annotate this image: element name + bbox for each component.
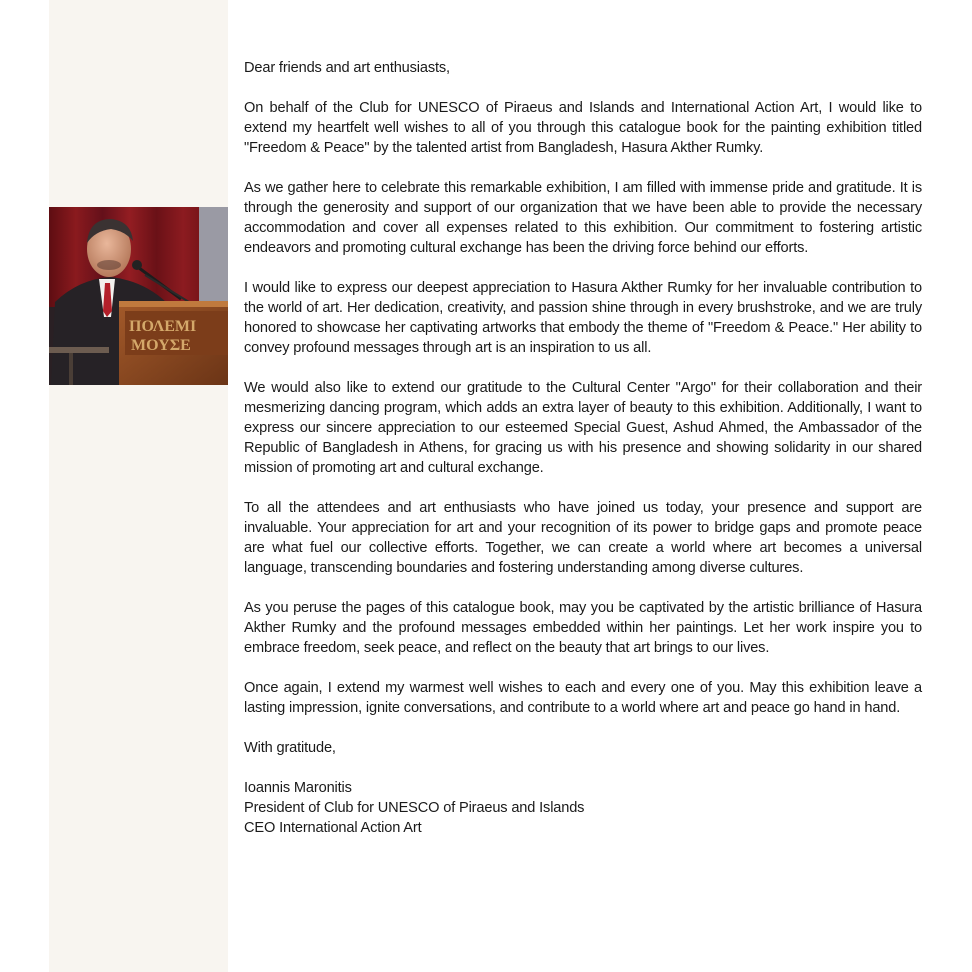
letter-paragraph: I would like to express our deepest appreciation to Hasura Akther Rumky for her invaluable contribution to the world of art. Her dedication, creativity, and passion shine through in every brushstroke, and we are truly honored to showcase her captivating artworks that embody the theme of "Freedom & Peace." Her ability to convey profound messages through art is an inspiration to us all.: [244, 280, 922, 356]
side-column: [49, 0, 228, 972]
signature-block: [244, 778, 922, 838]
letter-paragraph: We would also like to extend our gratitude to the Cultural Center "Argo" for their collaboration and their mesmerizing dancing program, which adds an extra layer of beauty to this exhibition. Additionally, I want to express our sincere appreciation to our esteemed Special Guest, Ashud Ahmed, the Ambassador of the Republic of Bangladesh in Athens, for gracing us with his presence and showing solidarity in our shared mission of promoting art and cultural exchange.: [244, 380, 922, 476]
speaker-photo: [49, 207, 228, 385]
signer-name: Ioannis Maronitis: [244, 780, 352, 796]
podium-text-1: ΠΟΛΕΜΙ: [129, 318, 197, 335]
letter-salutation: Dear friends and art enthusiasts,: [244, 60, 450, 76]
signer-title-1: President of Club for UNESCO of Piraeus and Islands: [244, 800, 585, 816]
podium-text-2: ΜΟΥΣΕ: [131, 337, 191, 354]
letter-body: [244, 58, 922, 838]
signer-title-2: CEO International Action Art: [244, 820, 422, 836]
letter-closing: With gratitude,: [244, 740, 336, 756]
letter-paragraph: As we gather here to celebrate this remarkable exhibition, I am filled with immense pride and gratitude. It is through the generosity and support of our organization that we have been able to provide the necessary accommodation and cover all expenses related to this exhibition. Our commitment to fostering artistic endeavors and promoting cultural exchange has been the driving force behind our efforts.: [244, 180, 922, 256]
letter-paragraph: On behalf of the Club for UNESCO of Piraeus and Islands and International Action Art, I would like to extend my heartfelt well wishes to all of you through this catalogue book for the painting exhibition titled "Freedom & Peace" by the talented artist from Bangladesh, Hasura Akther Rumky.: [244, 100, 922, 156]
letter-paragraph: As you peruse the pages of this catalogue book, may you be captivated by the artistic brilliance of Hasura Akther Rumky and the profound messages embedded within her paintings. Let her work inspire you to embrace freedom, seek peace, and reflect on the beauty that art brings to our lives.: [244, 600, 922, 656]
letter-paragraph: Once again, I extend my warmest well wishes to each and every one of you. May this exhibition leave a lasting impression, ignite conversations, and contribute to a world where art and peace go hand in hand.: [244, 680, 922, 716]
letter-paragraph: To all the attendees and art enthusiasts who have joined us today, your presence and support are invaluable. Your appreciation for art and your recognition of its power to bridge gaps and promote peace are what fuel our collective efforts. Together, we can create a world where art becomes a universal language, transcending boundaries and fostering understanding among diverse cultures.: [244, 500, 922, 576]
